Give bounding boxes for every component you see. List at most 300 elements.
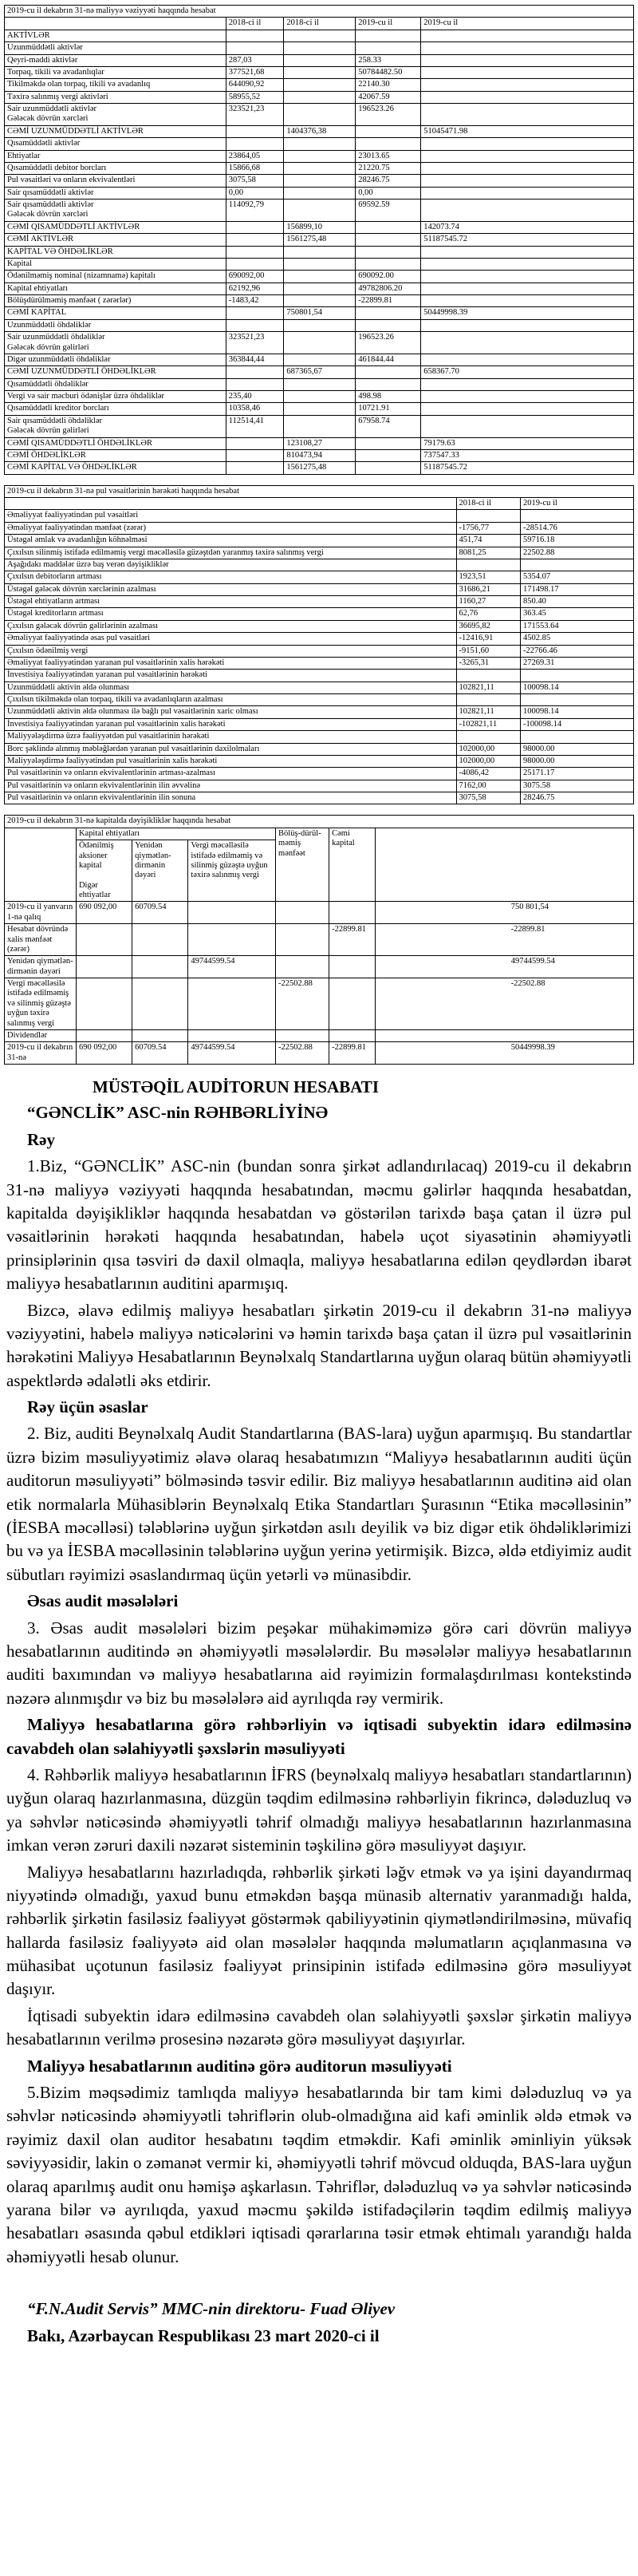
table1-row-label: Sair uzunmüddətli aktivlər Gələcək dövrün xərcləri (5, 104, 226, 126)
table2-row (5, 731, 634, 743)
table1-value: 498.98 (356, 391, 421, 403)
table3-total-value: 50449998.39 (375, 1042, 633, 1065)
table1-value (284, 150, 356, 162)
table2-row (5, 768, 634, 780)
table3-col-header-paid-capital: Ödənilmiş aksioner kapital Digər ehtiyatlar (76, 840, 132, 902)
table3-value (132, 978, 188, 1030)
table2-value: 3075,58 (456, 792, 520, 804)
table3-value (276, 902, 329, 924)
table1-value (284, 258, 356, 270)
table2-value: 31686,21 (456, 583, 520, 595)
table3-row (5, 1042, 634, 1065)
table3-total-value (375, 1029, 633, 1041)
table1-value (284, 319, 356, 331)
table3-value: -22502.88 (276, 1042, 329, 1065)
table2-row (5, 743, 634, 755)
table1-value: 0,00 (356, 187, 421, 199)
table2-row (5, 559, 634, 571)
table2-row-label: Əməliyyat fəaliyyətindən yaranan pul vəsaitlərinin xalis hərəkəti (5, 657, 457, 669)
report-paragraph: İqtisadi subyektin idarə edilməsinə cavabdeh olan səlahiyyətli şəxslər şirkətin maliyyə hesabatlarının verilmə prosesinə nəzarətə görə məsuliyyət daşıyırlar. (6, 2005, 632, 2049)
table2-value: 171553.64 (520, 620, 633, 632)
table1-value: 737547.33 (421, 449, 634, 461)
table1-value (284, 91, 356, 103)
table2-value: -102821,11 (456, 718, 520, 730)
table1-value (356, 234, 421, 246)
financial-position-table (4, 5, 634, 475)
table1-value (356, 437, 421, 449)
table1-value (421, 282, 634, 294)
report-paragraph: 2. Biz, auditi Beynəlxalq Audit Standartlarına (BAS-lara) uyğun aparmışıq. Bu standartlar üzrə bizim məsuliyyətimiz əlavə olaraq hesabatımızın “Maliyyə hesabatlarının auditi üçün auditorun məsuliyyəti” bölməsində təsvir edilir. Biz maliyyə hesabatlarının auditinə aid olan etik normalarla Mühasiblərin Beynəlxalq Etika Standartları Şurasının “Etika məcəlləsinin” (İESBA məcəlləsi) tələblərinə uyğun şirkətdən asılı deyilik və biz digər etik öhdəliklərimizi bu və ya İESBA məcəlləsinin tələblərinə uyğun yerinə yetirmişik. Bizcə, əldə etdiyimiz audit sübutları rəyimizi əsaslandırmaq üçün yetərli və münasibdir. (6, 1424, 632, 1584)
table1-value (421, 138, 634, 150)
table1-row (5, 91, 634, 103)
equity-changes-table-body (5, 816, 634, 1065)
table1-row-label: CƏMİ UZUNMÜDDƏTLİ ÖHDƏLİKLƏR (5, 366, 226, 378)
table1-row-label: CƏMİ AKTİVLƏR (5, 234, 226, 246)
table1-value (421, 415, 634, 437)
table3-total-value: 49744599.54 (375, 956, 633, 978)
table3-value: 60709.54 (132, 1042, 188, 1065)
table1-col-header: 2019-cu il (356, 18, 421, 30)
table1-value (421, 91, 634, 103)
table3-value: 49744599.54 (188, 956, 276, 978)
table1-value: 123108,27 (284, 437, 356, 449)
table1-value (421, 104, 634, 126)
table2-value (456, 670, 520, 682)
table2-row (5, 706, 634, 718)
report-section-heading: Rəy üçün əsaslar (27, 1397, 148, 1417)
table2-row-label: Uzunmüddətli aktivin əldə olunması (5, 682, 457, 693)
table2-value: 102000,00 (456, 755, 520, 767)
auditor-report-section (4, 1076, 634, 2348)
table1-value: 687365,67 (284, 366, 356, 378)
table1-row-label: AKTİVLƏR (5, 30, 226, 41)
table1-value: 235,40 (226, 391, 284, 403)
table3-total-value: -22502.88 (375, 978, 633, 1030)
table1-value (421, 258, 634, 270)
table3-row (5, 978, 634, 1030)
table1-row-label: KAPİTAL VƏ ÖHDƏLİKLƏR (5, 246, 226, 258)
table1-value (284, 138, 356, 150)
table1-row (5, 282, 634, 294)
report-paragraph: 3. Əsas audit məsələləri bizim peşəkar mühakiməmizə görə cari dövrün maliyyə hesabatlarının auditində ən əhəmiyyətli məsələlərdir. Bu məsələlər maliyyə hesabatlarının auditi baxımından və maliyyə hesabatlarına aid rəyimizin formalaşdırılması kontekstində nəzərə alınmışdır və biz bu məsələlərə aid ayrılıqda rəy vermirik. (6, 1618, 632, 1708)
table1-value: 1561275,48 (284, 234, 356, 246)
table2-value: 22502.88 (520, 547, 633, 559)
table3-value (188, 924, 276, 956)
table2-col-header: 2019-cu il (520, 498, 633, 510)
table1-value: 142073.74 (421, 221, 634, 233)
table1-value (356, 125, 421, 137)
table2-row-label: Pul vəsaitlərinin və onların ekvivalentlərinin artması-azalması (5, 768, 457, 780)
table1-value (284, 104, 356, 126)
table1-row-label: Pul vəsaitləri və onların ekvivalentləri (5, 175, 226, 187)
table2-value: 102821,11 (456, 682, 520, 693)
table2-title: 2019-cu il dekabrın 31-nə pul vəsaitlərinin hərəkəti haqqında hesabat (5, 485, 634, 497)
table2-value: 850.40 (520, 596, 633, 608)
table1-value (421, 246, 634, 258)
table3-col-header-total: Cəmi kapital (329, 828, 376, 902)
table1-value (421, 354, 634, 365)
table1-row-label: Qısamüddətli öhdəliklər (5, 378, 226, 390)
table2-row-label: Maliyyələşdirmə üzrə fəaliyyətdən pul vəsaitlərinin hərəkəti (5, 731, 457, 743)
table1-value: 323521,23 (226, 104, 284, 126)
table3-value (188, 902, 276, 924)
table1-value (226, 307, 284, 319)
table1-row-label: Sair qısamüddətli aktivlər (5, 187, 226, 199)
table1-value (421, 295, 634, 307)
table1-value: -22899.81 (356, 295, 421, 307)
table2-value (456, 510, 520, 522)
table1-value (284, 332, 356, 354)
table1-value: 15866,68 (226, 162, 284, 174)
report-section-heading: Əsas audit məsələləri (27, 1591, 179, 1611)
table1-value (226, 366, 284, 378)
table1-value: 50449998.39 (421, 307, 634, 319)
table1-value (284, 282, 356, 294)
table1-value (226, 462, 284, 474)
table2-row (5, 670, 634, 682)
table1-value (284, 187, 356, 199)
table1-value (356, 449, 421, 461)
table1-value: 51187545.72 (421, 462, 634, 474)
table1-value: 67958.74 (356, 415, 421, 437)
table1-row (5, 271, 634, 282)
table3-value: -22899.81 (329, 924, 376, 956)
table1-value: 258.33 (356, 54, 421, 66)
table1-row (5, 462, 634, 474)
table2-row-label: Pul vəsaitlərinin və onların ekvivalentlərinin ilin əvvəlinə (5, 780, 457, 792)
table2-value: -3265,31 (456, 657, 520, 669)
table1-row-label: Torpaq, tikili və avadanlıqlar (5, 66, 226, 78)
table3-value: 49744599.54 (188, 1042, 276, 1065)
table1-row-label: Ehtiyatlar (5, 150, 226, 162)
table2-value (520, 731, 633, 743)
table2-value: 102821,11 (456, 706, 520, 718)
table1-row-label: Sair qısamüddətli öhdəliklər Gələcək dövrün gəlirləri (5, 415, 226, 437)
table1-row (5, 391, 634, 403)
report-section-heading: Rəy (27, 1129, 55, 1149)
table1-col-header: 2018-ci il (284, 18, 356, 30)
table2-row (5, 718, 634, 730)
table3-value (132, 1029, 188, 1041)
table1-row (5, 295, 634, 307)
table1-value: 196523.26 (356, 104, 421, 126)
table3-value: 60709.54 (132, 902, 188, 924)
table2-row (5, 608, 634, 620)
table1-value (284, 415, 356, 437)
table3-value (276, 956, 329, 978)
table3-value (76, 978, 132, 1030)
table3-col-header-tax-benefit: Vergi məcəlləsilə istifadə edilməmiş və silinmiş güzəştə uyğun təxirə salınmış vergi (188, 840, 276, 902)
table2-row-label: Üstəgəl əmlak və avadanlığın köhnəlməsi (5, 535, 457, 547)
table3-value: -22502.88 (276, 978, 329, 1030)
table1-row-label: Digər uzunmüddətli öhdəliklər (5, 354, 226, 365)
table2-value: -9151,60 (456, 645, 520, 657)
table3-value: 690 092,00 (76, 1042, 132, 1065)
table2-col-header: 2018-ci il (456, 498, 520, 510)
table3-title-row (5, 816, 634, 828)
table1-value (356, 42, 421, 54)
table1-value (284, 246, 356, 258)
table2-value: 4502.85 (520, 633, 633, 645)
table1-value: 658367.70 (421, 366, 634, 378)
table3-value (329, 956, 376, 978)
table1-value (226, 221, 284, 233)
table1-value: 58955,52 (226, 91, 284, 103)
table3-value: 690 092,00 (76, 902, 132, 924)
equity-changes-table (4, 815, 634, 1065)
table1-value (284, 79, 356, 91)
table1-row (5, 307, 634, 319)
table1-value (284, 200, 356, 222)
table1-row (5, 138, 634, 150)
table1-value (421, 42, 634, 54)
table1-row-label: CƏMİ QISAMÜDDƏTLİ AKTİVLƏR (5, 221, 226, 233)
table1-value (356, 366, 421, 378)
table1-row (5, 332, 634, 354)
table1-value (284, 295, 356, 307)
table2-row-label: Əməliyyat fəaliyyətindən pul vəsaitləri (5, 510, 457, 522)
table1-value (284, 42, 356, 54)
table1-value (284, 162, 356, 174)
table3-value (276, 924, 329, 956)
table1-row (5, 415, 634, 437)
table1-value: 23013.65 (356, 150, 421, 162)
table1-value: 42067.59 (356, 91, 421, 103)
table1-row-label: Sair qısamüddətli aktivlər Gələcək dövrün xərcləri (5, 200, 226, 222)
table3-value (329, 978, 376, 1030)
table1-value (421, 332, 634, 354)
table1-value (284, 271, 356, 282)
table3-value (132, 956, 188, 978)
table1-value: 62192,96 (226, 282, 284, 294)
table1-row-label: CƏMİ KAPİTAL VƏ ÖHDƏLİKLƏR (5, 462, 226, 474)
table1-value (284, 30, 356, 41)
table1-value: 3075,58 (226, 175, 284, 187)
table1-value: 51045471.98 (421, 125, 634, 137)
table1-header-row (5, 18, 634, 30)
table1-value (421, 391, 634, 403)
table1-value: 287,03 (226, 54, 284, 66)
table3-row-label: Vergi məcəlləsilə istifadə edilməmiş və silinmiş güzəştə uyğun təxirə salınmış vergi (5, 978, 77, 1030)
table2-row-label: Üstəgəl gələcək dövrün xərclərinin azalması (5, 583, 457, 595)
table1-value (421, 66, 634, 78)
table1-row-label: Tikilməkdə olan torpaq, tikili və avadanlıq (5, 79, 226, 91)
table1-value (284, 354, 356, 365)
table2-value: -100098.14 (520, 718, 633, 730)
report-paragraph: Maliyyə hesabatlarını hazırladıqda, rəhbərlik şirkəti ləğv etmək və ya işini dayandırmaq niyyətində olmadığı, yaxud bunu etməkdən başqa münasib alternativ yaranmadığı halda, rəhbərlik şirkətin fasiləsiz fəaliyyət göstərmək qabiliyyətinin qiymətləndirilməsinə, müvafiq hallarda fasiləsiz fəaliyyətə aid olan məsələlər haqqında məlumatların açıqlanmasına və mühasibat uçotunun fasiləsiz fəaliyyət prinsipinin istifadə edilməsinə görə məsuliyyət daşıyır. (6, 1862, 632, 1999)
table2-row-label: Əməliyyat fəaliyyətində əsas pul vəsaitləri (5, 633, 457, 645)
table2-row (5, 755, 634, 767)
table1-value (284, 54, 356, 66)
table1-row (5, 54, 634, 66)
table2-value (520, 670, 633, 682)
table1-value (284, 403, 356, 415)
table2-value (456, 694, 520, 706)
table2-value: 1160,27 (456, 596, 520, 608)
table1-value: 1561275,48 (284, 462, 356, 474)
table2-row (5, 694, 634, 706)
table2-value (456, 559, 520, 571)
table3-title: 2019-cu il dekabrın 31-nə kapitalda dəyişikliklər haqqında hesabat (5, 816, 634, 828)
table2-row-label: Uzunmüddətli aktivin əldə olunması ilə bağlı pul vəsaitlərinin xaric olması (5, 706, 457, 718)
table2-row-label: Üstəgəl ehtiyatların artması (5, 596, 457, 608)
table3-row-label: 2019-cu il dekabrın 31-nə (5, 1042, 77, 1065)
table1-value: 10358,46 (226, 403, 284, 415)
table1-value: 461844.44 (356, 354, 421, 365)
table2-value: -28514.76 (520, 522, 633, 534)
table1-value: 114092,79 (226, 200, 284, 222)
table2-value: -4086,42 (456, 768, 520, 780)
table1-value (356, 319, 421, 331)
table2-row (5, 620, 634, 632)
table1-row-label: Qeyri-maddi aktivlər (5, 54, 226, 66)
table3-value (329, 1029, 376, 1041)
table3-row (5, 924, 634, 956)
report-title: MÜSTƏQİL AUDİTORUN HESABATI (93, 1077, 379, 1096)
report-paragraph: 5.Bizim məqsədimiz tamlıqda maliyyə hesabatlarında bir tam kimi dələduzluq və ya səhvlər nəticəsində əhəmiyyətli təhriflərin olub-olmadığına aid kafi əminlik əldə etmək və rəyimiz daxil olan auditor hesabatını təqdim etməkdir. Kafi əminlik əminliyin yüksək səviyyəsidir, lakin o zəmanət vermir ki, əhəmiyyətli təhrif mövcud olduqda, BAS-lara uyğun olaraq aparılmış audit onu həmişə aşkarlasın. Təhriflər, dələduzluq və ya səhvlər nəticəsində yarana bilər və ayrılıqda, yaxud məcmu şəkildə istifadəçilərin təqdim edilmiş maliyyə hesabatları əsasında qəbul etdikləri iqtisadi qərarlarına təsir etmək ehtimalı yarandığı halda əhəmiyyətli hesab olunur. (6, 2083, 632, 2266)
table2-value: 62,76 (456, 608, 520, 620)
table1-row (5, 175, 634, 187)
table3-row (5, 1029, 634, 1041)
table1-value (421, 30, 634, 41)
table2-title-row (5, 485, 634, 497)
table1-row (5, 449, 634, 461)
table2-value: 451,74 (456, 535, 520, 547)
table1-value (226, 42, 284, 54)
table1-row (5, 319, 634, 331)
table1-row (5, 30, 634, 41)
table1-row (5, 200, 634, 222)
table1-value (356, 221, 421, 233)
table2-row-label: Borc şəklində alınmış məbləğlərdən yaranan pul vəsaitlərinin daxilolmaları (5, 743, 457, 755)
table1-value: 23864,05 (226, 150, 284, 162)
table3-value (76, 924, 132, 956)
cash-flow-table-body (5, 485, 634, 804)
table1-value: 112514,41 (226, 415, 284, 437)
table3-row-label: Hesabat dövründə xalis mənfəət (zərər) (5, 924, 77, 956)
table2-value: 59716.18 (520, 535, 633, 547)
table1-value (226, 319, 284, 331)
table2-value (520, 510, 633, 522)
table3-row-label: Yenidən qiymətlən-dirmənin dəyəri (5, 956, 77, 978)
table1-value: 363844,44 (226, 354, 284, 365)
table1-row (5, 258, 634, 270)
table2-row (5, 792, 634, 804)
table3-value (188, 1029, 276, 1041)
table2-row-label: Çıxılsın silinmiş istifadə edilməmiş vergi məcəlləsilə güzəştdən yaranmış təxirə salınmış vergi (5, 547, 457, 559)
table1-row-label: Qısamüddətli aktivlər (5, 138, 226, 150)
table1-value (421, 175, 634, 187)
table3-value (76, 956, 132, 978)
table3-value (132, 924, 188, 956)
table1-row-label: Ödənilməmiş nominal (nizamnamə) kapitalı (5, 271, 226, 282)
table1-row-label: Uzunmüddətli aktivlər (5, 42, 226, 54)
table1-value: 1404376,38 (284, 125, 356, 137)
table1-value (226, 378, 284, 390)
table1-value: 323521,23 (226, 332, 284, 354)
table3-col-header-retained-earnings: Bölüş-dürül-məmiş mənfəət (276, 828, 329, 902)
table2-value: 102000,00 (456, 743, 520, 755)
table1-value (356, 246, 421, 258)
table2-row (5, 583, 634, 595)
table2-row-label: Əməliyyat fəaliyyətindən mənfəət (zərər) (5, 522, 457, 534)
table1-row-label: Kapital ehtiyatları (5, 282, 226, 294)
table1-value (356, 462, 421, 474)
table1-row (5, 246, 634, 258)
table3-col-header-revaluation: Yenidən qiymətlən-dirmənin dəyəri (132, 840, 188, 902)
table3-total-value: -22899.81 (375, 924, 633, 956)
table2-row-label: Aşağıdakı maddələr üzrə baş verən dəyişikliklər (5, 559, 457, 571)
table1-value (421, 200, 634, 222)
financial-position-table-body (5, 6, 634, 475)
table1-value: 0,00 (226, 187, 284, 199)
table2-value: -1756,77 (456, 522, 520, 534)
table2-row (5, 547, 634, 559)
report-section-heading: Maliyyə hesabatlarına görə rəhbərliyin və iqtisadi subyektin idarə edilməsinə cavabdeh olan səlahiyyətli şəxslərin məsuliyyəti (6, 1715, 632, 1758)
table2-value: 100098.14 (520, 682, 633, 693)
table1-value: 810473,94 (284, 449, 356, 461)
table1-value (421, 271, 634, 282)
table2-row-label: Çıxılsın ödənilmiş vergi (5, 645, 457, 657)
table3-group-header: Kapital ehtiyatları (76, 828, 275, 840)
table1-value (226, 246, 284, 258)
report-paragraph: 4. Rəhbərlik maliyyə hesabatlarının İFRS (beynəlxalq maliyyə hesabatları standartlarının) uyğun olaraq hazırlanmasına, düzgün təqdim edilməsinə rəhbərliyin fikrincə, dələduzluq və ya səhvlər nəticəsində əhəmiyyətli təhrif olmadığı maliyyə hesabatlarının hazırlanmasına imkan verən zəruri daxili nəzarət sisteminin təşkilinə görə məsuliyyət daşıyır. (6, 1764, 632, 1855)
table1-value: 69592.59 (356, 200, 421, 222)
table1-value: 644090,92 (226, 79, 284, 91)
table2-value: 171498.17 (520, 583, 633, 595)
table2-value: 25171.17 (520, 768, 633, 780)
table1-value (356, 307, 421, 319)
table1-value (421, 150, 634, 162)
table2-row (5, 571, 634, 583)
table1-value (284, 378, 356, 390)
table2-value: 98000.00 (520, 755, 633, 767)
table2-row (5, 535, 634, 547)
table2-value: 1923,51 (456, 571, 520, 583)
table1-value (356, 258, 421, 270)
table3-row (5, 902, 634, 924)
table2-row (5, 780, 634, 792)
report-signature: “F.N.Audit Servis” MMC-nin direktoru- Fuad Əliyev (27, 2299, 396, 2319)
table1-value: 10721.91 (356, 403, 421, 415)
table1-value (421, 54, 634, 66)
table1-value (421, 162, 634, 174)
table2-value: 27269.31 (520, 657, 633, 669)
table2-row-label: Çıxılsın tikilməkdə olan torpaq, tikili və avadanlıqların azalması (5, 694, 457, 706)
table1-row (5, 366, 634, 378)
table1-row-label: CƏMİ ÖHDƏLİKLƏR (5, 449, 226, 461)
table1-row-label: Bölüşdürülməmiş mənfəət ( zərərlər) (5, 295, 226, 307)
table1-value (226, 234, 284, 246)
table2-value: 3075.58 (520, 780, 633, 792)
table1-title-row (5, 6, 634, 18)
table1-row-label: Vergi və sair məcburi ödənişlər üzrə öhdəliklər (5, 391, 226, 403)
table1-value (284, 66, 356, 78)
table2-header-row (5, 498, 634, 510)
table1-value (284, 175, 356, 187)
table2-row (5, 657, 634, 669)
table2-row-label: Maliyyələşdirmə fəaliyyətindən pul vəsaitlərinin xalis hərəkəti (5, 755, 457, 767)
table2-value: -12416,91 (456, 633, 520, 645)
table3-total-value: 750 801,54 (375, 902, 633, 924)
table1-row-label: Təxirə salınmış vergi aktivləri (5, 91, 226, 103)
table1-value: 156899,10 (284, 221, 356, 233)
table1-value (421, 79, 634, 91)
table1-row (5, 79, 634, 91)
table2-value: -22766.46 (520, 645, 633, 657)
table1-col-header: 2018-ci il (226, 18, 284, 30)
table3-group-header-row (5, 828, 634, 840)
